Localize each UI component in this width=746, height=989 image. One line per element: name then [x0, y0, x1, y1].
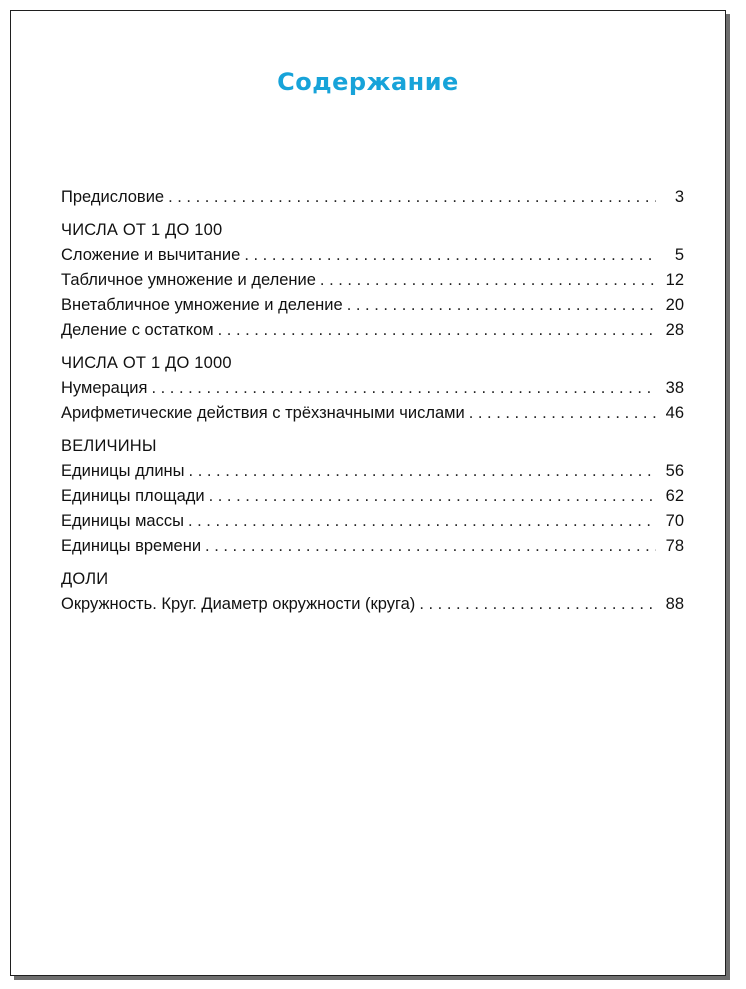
toc-entry-page: 5 [674, 246, 684, 264]
toc-entry-page: 88 [665, 595, 684, 613]
dot-leader [419, 592, 656, 617]
toc-entry [61, 592, 684, 617]
dot-leader [205, 534, 656, 559]
toc-entry-page: 12 [665, 271, 684, 289]
toc-entry-page: 62 [665, 487, 684, 505]
toc-entry-page: 70 [665, 512, 684, 530]
toc-entry [61, 268, 684, 293]
toc-entry-label: Единицы массы [61, 512, 184, 530]
toc-section-quantities [61, 434, 684, 559]
toc-entry-label: Внетабличное умножение и деление [61, 296, 343, 314]
toc-entry-label: Предисловие [61, 188, 165, 206]
toc-entry [61, 293, 684, 318]
toc-entry-page: 28 [665, 321, 684, 339]
toc-entry-label: Окружность. Круг. Диаметр окружности (круга) [61, 595, 416, 613]
toc-entry-page: 78 [665, 537, 684, 555]
page-title: Содержание [277, 68, 459, 96]
toc-entry [61, 534, 684, 559]
toc-entry-page: 3 [674, 188, 684, 206]
toc-section-numbers-100 [61, 218, 684, 343]
toc-entry [61, 185, 684, 210]
dot-leader [244, 243, 656, 268]
toc-entry [61, 243, 684, 268]
dot-leader [469, 401, 656, 426]
toc-section-fractions [61, 567, 684, 617]
section-heading: ВЕЛИЧИНЫ [61, 437, 157, 455]
dot-leader [189, 459, 656, 484]
toc-entry-label: Деление с остатком [61, 321, 214, 339]
toc-entry-label: Табличное умножение и деление [61, 271, 316, 289]
toc-entry [61, 459, 684, 484]
toc-entry [61, 376, 684, 401]
dot-leader [209, 484, 656, 509]
dot-leader [188, 509, 656, 534]
toc-entry-label: Сложение и вычитание [61, 246, 241, 264]
toc-entry-label: Единицы длины [61, 462, 185, 480]
toc-entry-page: 38 [665, 379, 684, 397]
page [10, 10, 726, 976]
dot-leader [218, 318, 656, 343]
toc-entry [61, 401, 684, 426]
toc-entry [61, 318, 684, 343]
section-heading: ЧИСЛА ОТ 1 ДО 100 [61, 221, 223, 239]
toc-entry [61, 509, 684, 534]
toc-entry-page: 20 [665, 296, 684, 314]
table-of-contents [61, 185, 684, 625]
dot-leader [347, 293, 656, 318]
toc-entry-page: 46 [665, 404, 684, 422]
toc-entry-page: 56 [665, 462, 684, 480]
toc-section-numbers-1000 [61, 351, 684, 426]
dot-leader [168, 185, 656, 210]
toc-section-preface [61, 185, 684, 210]
dot-leader [151, 376, 656, 401]
toc-entry-label: Арифметические действия с трёхзначными числами [61, 404, 465, 422]
toc-entry [61, 484, 684, 509]
toc-entry-label: Единицы времени [61, 537, 202, 555]
toc-entry-label: Единицы площади [61, 487, 205, 505]
toc-entry-label: Нумерация [61, 379, 148, 397]
section-heading: ДОЛИ [61, 570, 109, 588]
dot-leader [320, 268, 656, 293]
section-heading: ЧИСЛА ОТ 1 ДО 1000 [61, 354, 232, 372]
